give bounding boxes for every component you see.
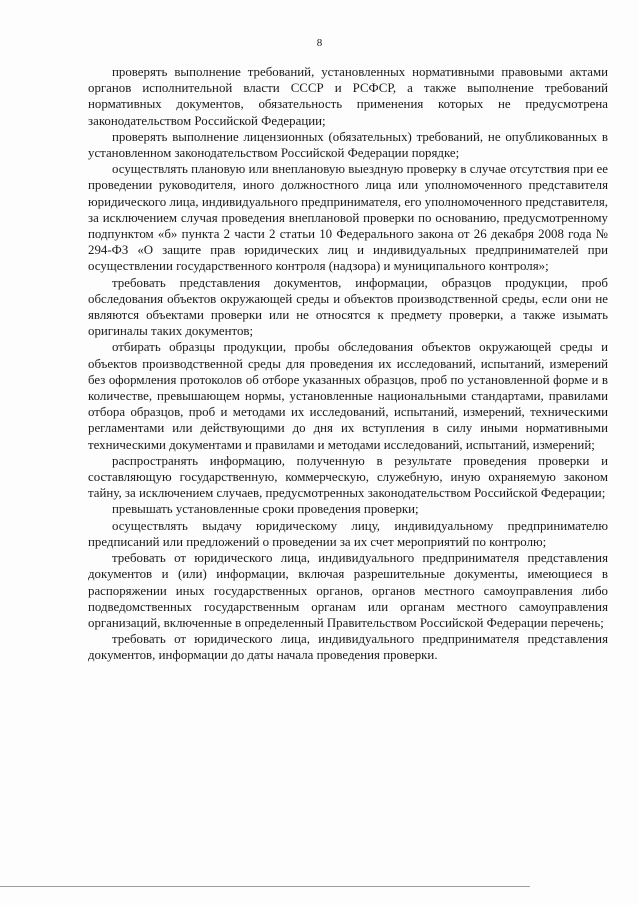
paragraph: проверять выполнение требований, установленных нормативными правовыми актами органов исполнительной власти СССР и РСФСР, а также выполнение требований нормативных документов, обязательность применения которых не предусмотрена законодательством Российской Федерации;	[88, 65, 608, 128]
paragraph: отбирать образцы продукции, пробы обследования объектов окружающей среды и объектов производственной среды для проведения их исследований, испытаний, измерений без оформления протоколов об отборе указанных образцов, проб по установленной форме и в количестве, превышающем нормы, установленные национальными стандартами, правилами отбора образцов, проб и методами их исследований, испытаний, измерений, техническими регламентами или действующими до дня их вступления в силу иными нормативными техническими документами и правилами и методами исследований, испытаний, измерений;	[88, 340, 608, 452]
paragraph: проверять выполнение лицензионных (обязательных) требований, не опубликованных в установленном законодательством Российской Федерации порядке;	[88, 129, 608, 161]
paragraph: превышать установленные сроки проведения проверки;	[112, 502, 419, 517]
paragraph: осуществлять выдачу юридическому лицу, индивидуальному предпринимателю предписаний или предложений о проведении за их счет мероприятий по контролю;	[88, 518, 608, 549]
paragraph: требовать представления документов, информации, образцов продукции, проб обследования объектов окружающей среды и объектов производственной среды, если они не являются объектами проверки или не относятся к предмету проверки, а также изымать оригиналы таких документов;	[88, 275, 608, 339]
paragraph: распространять информацию, полученную в результате проведения проверки и составляющую государственную, коммерческую, служебную, иную охраняемую законом тайну, за исключением случаев, предусмотренных законодательством Российской Федерации;	[88, 453, 608, 501]
paragraph: требовать от юридического лица, индивидуального предпринимателя представления документов и (или) информации, включая разрешительные документы, имеющиеся в распоряжении иных государственных органов, органов местного самоуправления либо подведомственных государственным органам или органам местного самоуправления организаций, включенные в определенный Правительством Российской Федерации перечень;	[88, 551, 608, 630]
document-body	[88, 64, 608, 664]
paragraph: требовать от юридического лица, индивидуального предпринимателя представления документов, информации до даты начала проведения проверки.	[88, 632, 608, 663]
paragraph: осуществлять плановую или внеплановую выездную проверку в случае отсутствия при ее проведении руководителя, иного должностного лица или уполномоченного представителя юридического лица, индивидуального предпринимателя, его уполномоченного представителя, за исключением случая проведения внеплановой проверки по основанию, предусмотренному подпунктом «б» пункта 2 части 2 статьи 10 Федерального закона от 26 декабря 2008 года № 294-ФЗ «О защите прав юридических лиц и индивидуальных предпринимателей при осуществлении государственного контроля (надзора) и муниципального контроля»;	[88, 162, 608, 274]
page-number: 8	[316, 37, 323, 49]
footer-divider	[0, 886, 530, 887]
